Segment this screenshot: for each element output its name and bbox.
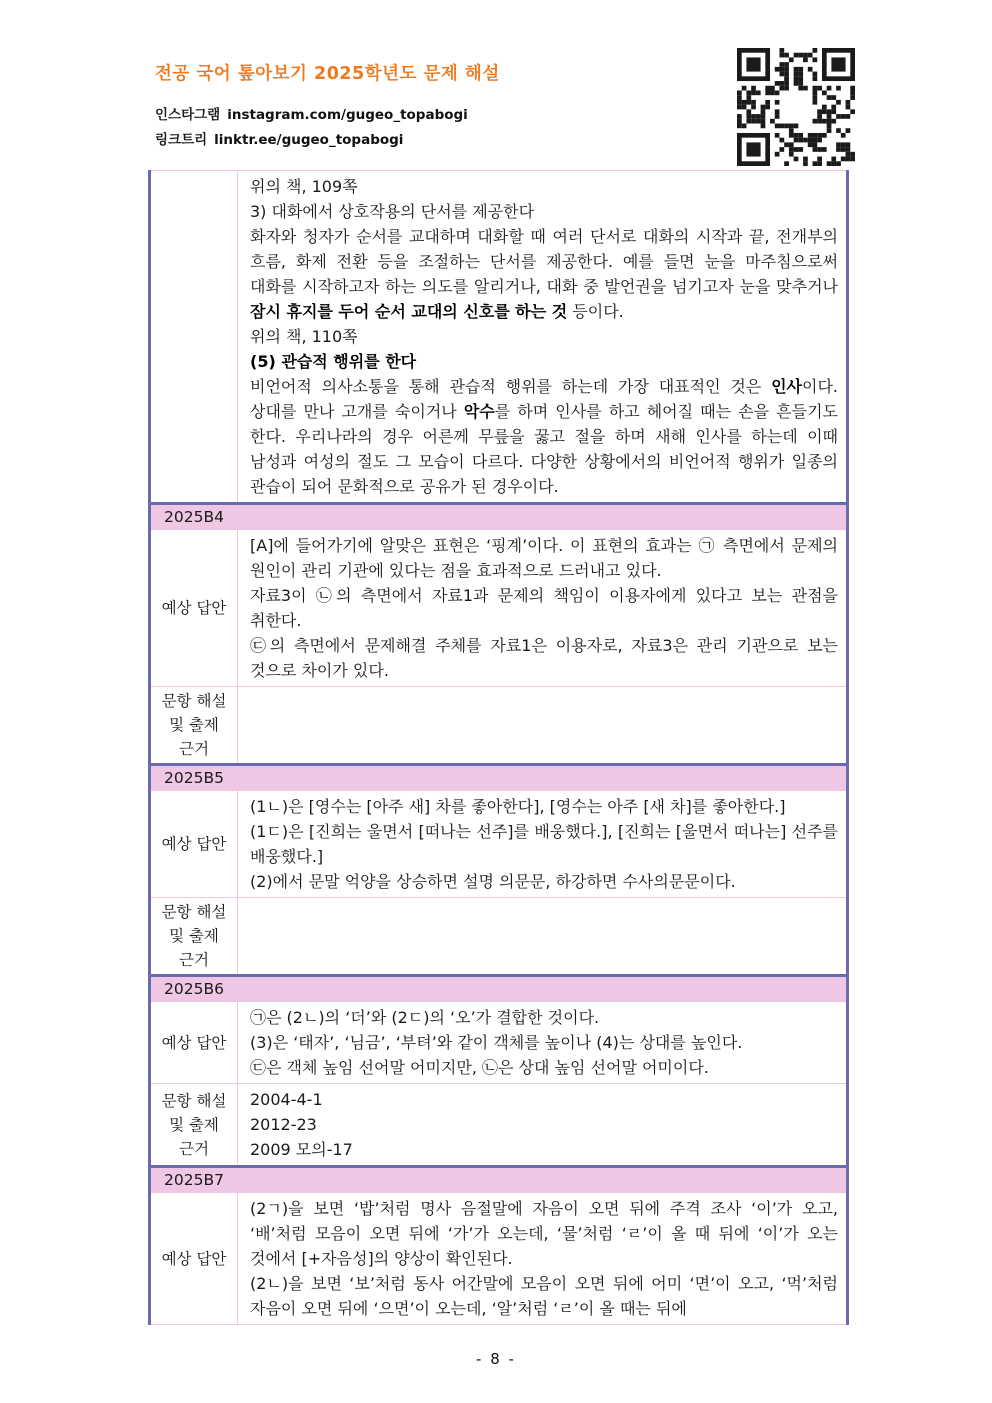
section-label: 2025B5 (150, 765, 238, 791)
page-title: 전공 국어 톺아보기 2025학년도 문제 해설 (155, 64, 500, 84)
section-filler (238, 504, 848, 530)
row-label: 문항 해설 및 출제 근거 (150, 687, 238, 765)
section-filler (238, 1167, 848, 1193)
section-filler (238, 976, 848, 1002)
table-row-expected-answer-B6 (150, 1002, 848, 1084)
section-filler (238, 765, 848, 791)
table-row-explanation-B4 (150, 687, 848, 765)
row-label: 문항 해설 및 출제 근거 (150, 898, 238, 976)
row-label: 문항 해설 및 출제 근거 (150, 1084, 238, 1167)
instagram-label: 인스타그램 (155, 107, 221, 123)
table-row-explanation-B6 (150, 1084, 848, 1167)
table-row-expected-answer-B5 (150, 791, 848, 898)
table-row-continuation (150, 171, 848, 504)
section-label: 2025B4 (150, 504, 238, 530)
answer-table (148, 170, 849, 1325)
section-row-2025B4 (150, 504, 848, 530)
page-number: - 8 - (476, 1350, 516, 1368)
section-row-2025B5 (150, 765, 848, 791)
linktree-line (155, 128, 403, 148)
row-label: 예상 답안 (150, 530, 238, 687)
table-row-explanation-B5 (150, 898, 848, 976)
row-content: (2ㄱ)을 보면 ‘밥’처럼 명사 음절말에 자음이 오면 뒤에 주격 조사 ‘이’가 오고, ‘배’처럼 모음이 오면 뒤에 ‘가’가 오는데, ‘물’처럼 ‘ㄹ’이 올 때 뒤에 ‘이’가 오는 것에서 [+자음성]의 양상이 확인된다. (2ㄴ)을 보면 ‘보’처럼 동사 어간말에 모음이 오면 뒤에 어미 ‘면’이 오고, ‘먹’처럼 자음이 오면 뒤에 ‘으면’이 오는데, ‘알’처럼 ‘ㄹ’이 올 때는 뒤에 (238, 1193, 848, 1325)
linktree-label: 링크트리 (155, 132, 208, 148)
row-label: 예상 답안 (150, 791, 238, 898)
row-label (150, 171, 238, 504)
row-label: 예상 답안 (150, 1193, 238, 1325)
row-content (238, 687, 848, 765)
row-content: 위의 책, 109쪽 3) 대화에서 상호작용의 단서를 제공한다 화자와 청자가 순서를 교대하며 대화할 때 여러 단서로 대화의 시작과 끝, 전개부의 흐름, 화제 전환 등을 조절하는 단서를 제공한다. 예를 들면 눈을 마주침으로써 대화를 시작하고자 하는 의도를 알리거나, 대화 중 발언권을 넘기고자 눈을 맞추거나 잠시 휴지를 두어 순서 교대의 신호를 하는 것 등이다. 위의 책, 110쪽 (5) 관습적 행위를 한다 비언어적 의사소통을 통해 관습적 행위를 하는데 가장 대표적인 것은 인사이다. 상대를 만나 고개를 숙이거나 악수를 하며 인사를 하고 헤어질 때는 손을 흔들기도 한다. 우리나라의 경우 어른께 무릎을 꿇고 절을 하며 새해 인사를 하는데 이때 남성과 여성의 절도 그 모습이 다르다. 다양한 상황에서의 비언어적 행위가 일종의 관습이 되어 문화적으로 공유가 된 경우이다. (238, 171, 848, 504)
row-content: [A]에 들어가기에 알맞은 표현은 ‘핑계’이다. 이 표현의 효과는 ㉠ 측면에서 문제의 원인이 관리 기관에 있다는 점을 효과적으로 드러내고 있다. 자료3이 ㉡의 측면에서 자료1과 문제의 책임이 이용자에게 있다고 보는 관점을 취한다. ㉢의 측면에서 문제해결 주체를 자료1은 이용자로, 자료3은 관리 기관으로 보는 것으로 차이가 있다. (238, 530, 848, 687)
linktree-link[interactable]: linktr.ee/gugeo_topabogi (214, 132, 404, 148)
row-content: (1ㄴ)은 [영수는 [아주 새] 차를 좋아한다], [영수는 아주 [새 차]를 좋아한다.] (1ㄷ)은 [진희는 울면서 [떠나는 선주]를 배웅했다.], [진희는 [울면서 떠나는] 선주를 배웅했다.] (2)에서 문말 억양을 상승하면 설명 의문문, 하강하면 수사의문문이다. (238, 791, 848, 898)
row-content (238, 898, 848, 976)
section-row-2025B6 (150, 976, 848, 1002)
row-content: 2004-4-1 2012-23 2009 모의-17 (238, 1084, 848, 1167)
section-label: 2025B7 (150, 1167, 238, 1193)
instagram-line (155, 103, 468, 123)
qr-code-icon (737, 48, 855, 166)
table-row-expected-answer-B7 (150, 1193, 848, 1325)
section-label: 2025B6 (150, 976, 238, 1002)
section-row-2025B7 (150, 1167, 848, 1193)
table-row-expected-answer-B4 (150, 530, 848, 687)
row-label: 예상 답안 (150, 1002, 238, 1084)
instagram-link[interactable]: instagram.com/gugeo_topabogi (227, 107, 468, 123)
row-content: ㉠은 (2ㄴ)의 ‘더’와 (2ㄷ)의 ‘오’가 결합한 것이다. (3)은 ‘태자’, ‘님금’, ‘부텨’와 같이 객체를 높이나 (4)는 상대를 높인다. ㉢은 객체 높임 선어말 어미지만, ㉡은 상대 높임 선어말 어미이다. (238, 1002, 848, 1084)
